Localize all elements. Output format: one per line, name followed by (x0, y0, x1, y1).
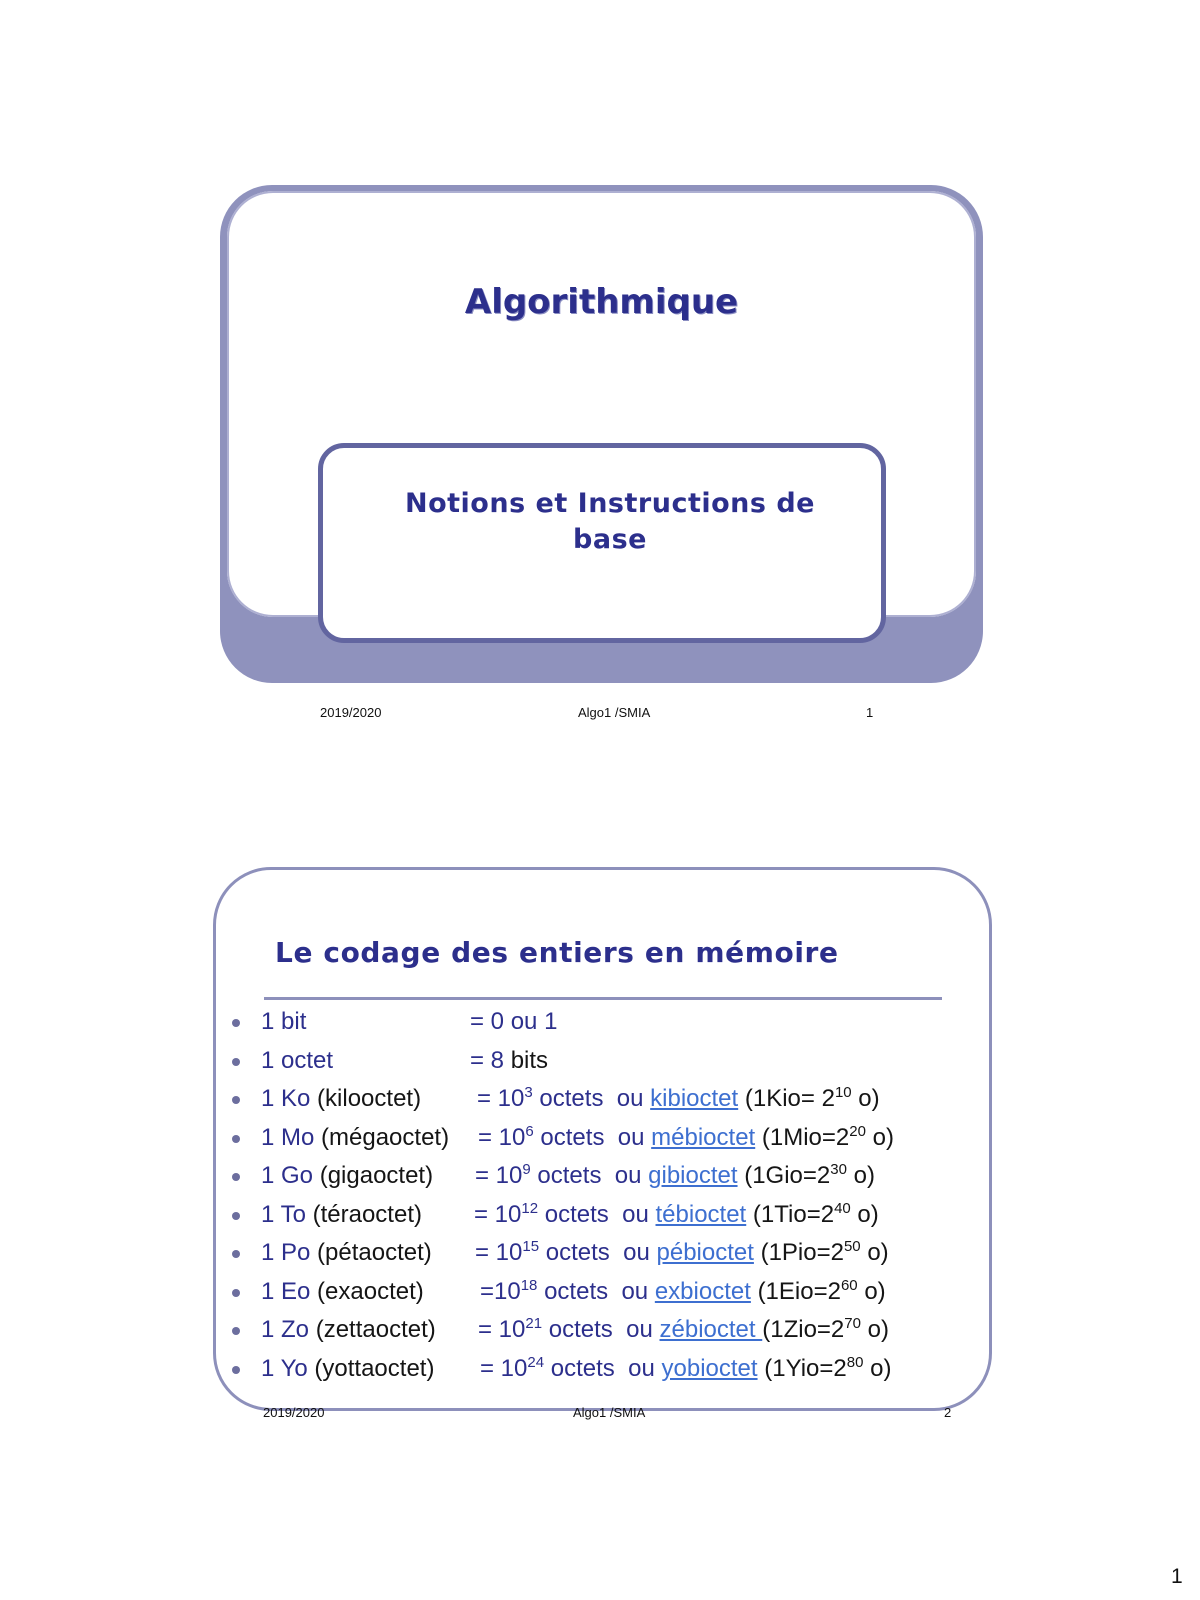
unit-ou: ou (621, 1277, 649, 1305)
unit-value: =10 (480, 1277, 521, 1305)
unit-name: (yottaoctet) (314, 1354, 435, 1382)
unit-label: 1 Ko (261, 1085, 311, 1112)
unit-name: (pétaoctet) (317, 1239, 432, 1266)
unit-exponent: 21 (525, 1315, 543, 1332)
unit-exponent: 15 (522, 1238, 540, 1255)
list-item (230, 1350, 990, 1389)
unit-exponent: 3 (524, 1084, 533, 1101)
unit-octets: octets (537, 1162, 602, 1189)
unit-octets: bits (510, 1046, 549, 1074)
binary-exponent: 40 (834, 1199, 851, 1217)
binary-unit-link[interactable]: exbioctet (654, 1277, 751, 1305)
unit-label: 1 Mo (261, 1123, 315, 1151)
binary-close: o) (864, 1277, 886, 1305)
binary-unit-link[interactable]: yobioctet (661, 1354, 758, 1382)
unit-ou: ou (617, 1123, 645, 1151)
slide-2-title: Le codage des entiers en mémoire (275, 936, 839, 969)
unit-name: (kilooctet) (317, 1085, 422, 1112)
unit-value: = 10 (480, 1354, 528, 1382)
bullet-icon (232, 1327, 240, 1335)
list-item (230, 1196, 990, 1235)
bullet-icon (232, 1366, 240, 1374)
binary-exponent: 20 (849, 1122, 866, 1140)
unit-label: 1 bit (261, 1008, 307, 1035)
binary-close: o) (853, 1162, 875, 1189)
binary-equivalence: (1Pio=2 (760, 1239, 844, 1266)
page-number: 1 (1171, 1565, 1183, 1588)
unit-exponent: 18 (520, 1276, 538, 1294)
unit-value: = 10 (475, 1162, 523, 1189)
unit-value: = 10 (477, 1085, 525, 1112)
list-item (230, 1003, 990, 1042)
slide-2-title-rule (264, 997, 942, 1000)
unit-label: 1 Po (261, 1239, 311, 1266)
unit-label: 1 Go (261, 1162, 314, 1189)
unit-octets: octets (544, 1277, 609, 1305)
units-list (230, 1003, 990, 1388)
slide-2-footer-number: 2 (944, 1405, 952, 1420)
unit-ou: ou (626, 1316, 653, 1343)
list-item (230, 1080, 990, 1119)
unit-exponent: 12 (521, 1199, 539, 1217)
slide-1-title: Algorithmique (464, 282, 739, 322)
unit-label: 1 octet (261, 1046, 334, 1074)
binary-close: o) (870, 1354, 892, 1382)
binary-equivalence: (1Gio=2 (744, 1162, 831, 1189)
slide-1-subtitle: Notions et Instructions de base (405, 488, 815, 555)
unit-value: = 10 (475, 1239, 523, 1266)
binary-equivalence: (1Kio= 2 (744, 1085, 835, 1112)
unit-label: 1 Yo (261, 1354, 308, 1382)
list-item (230, 1119, 990, 1158)
binary-exponent: 50 (843, 1238, 861, 1255)
binary-unit-link[interactable]: tébioctet (655, 1200, 747, 1228)
unit-ou: ou (623, 1239, 650, 1266)
binary-close: o) (867, 1239, 889, 1266)
binary-unit-link[interactable]: kibioctet (650, 1085, 739, 1112)
unit-label: 1 Zo (261, 1316, 310, 1343)
slide-2-footer-date: 2019/2020 (263, 1405, 325, 1420)
bullet-icon (232, 1135, 240, 1143)
binary-exponent: 30 (830, 1161, 847, 1178)
unit-octets: octets (540, 1123, 605, 1151)
bullet-icon (232, 1058, 240, 1066)
binary-unit-link[interactable]: gibioctet (648, 1162, 738, 1189)
unit-exponent: 6 (525, 1122, 534, 1140)
binary-exponent: 60 (840, 1276, 858, 1294)
binary-exponent: 10 (834, 1084, 852, 1101)
binary-close: o) (858, 1085, 880, 1112)
unit-name: (mégaoctet) (321, 1123, 450, 1151)
binary-close: o) (872, 1123, 894, 1151)
binary-equivalence: (1Zio=2 (762, 1316, 845, 1343)
unit-octets: octets (544, 1200, 609, 1228)
bullet-icon (232, 1019, 240, 1027)
binary-exponent: 80 (846, 1353, 864, 1371)
binary-unit-link[interactable]: mébioctet (651, 1123, 756, 1151)
unit-value: = 0 ou 1 (470, 1008, 558, 1035)
binary-close: o) (857, 1200, 879, 1228)
slide-1-footer-course: Algo1 /SMIA (578, 705, 651, 720)
unit-value: = 8 (470, 1046, 505, 1074)
bullet-icon (232, 1250, 240, 1258)
unit-ou: ou (622, 1200, 649, 1228)
binary-equivalence: (1Yio=2 (764, 1354, 847, 1382)
binary-equivalence: (1Tio=2 (752, 1200, 835, 1228)
unit-value: = 10 (478, 1123, 526, 1151)
unit-exponent: 9 (522, 1161, 531, 1178)
unit-octets: octets (545, 1239, 610, 1266)
binary-equivalence: (1Mio=2 (761, 1123, 850, 1151)
bullet-icon (232, 1096, 240, 1104)
list-item (230, 1234, 990, 1273)
list-item (230, 1311, 990, 1350)
unit-label: 1 To (261, 1200, 306, 1228)
unit-ou: ou (628, 1354, 655, 1382)
unit-name: (téraoctet) (312, 1200, 422, 1228)
unit-value: = 10 (478, 1316, 526, 1343)
unit-exponent: 24 (527, 1353, 545, 1371)
unit-value: = 10 (474, 1200, 522, 1228)
unit-name: (zettaoctet) (315, 1316, 436, 1343)
unit-ou: ou (614, 1162, 642, 1189)
bullet-icon (232, 1212, 240, 1220)
unit-octets: octets (539, 1085, 604, 1112)
list-item (230, 1042, 990, 1081)
binary-close: o) (867, 1316, 889, 1343)
list-item (230, 1273, 990, 1312)
slide-2-footer-course: Algo1 /SMIA (573, 1405, 646, 1420)
unit-octets: octets (550, 1354, 615, 1382)
binary-equivalence: (1Eio=2 (757, 1277, 841, 1305)
slide-1-footer-number: 1 (866, 705, 874, 720)
binary-unit-link[interactable]: pébioctet (656, 1239, 754, 1266)
binary-unit-link[interactable]: zébioctet (659, 1316, 763, 1343)
binary-exponent: 70 (844, 1315, 861, 1332)
bullet-icon (232, 1289, 240, 1297)
unit-name: (gigaoctet) (319, 1162, 434, 1189)
unit-label: 1 Eo (261, 1277, 311, 1305)
unit-ou: ou (616, 1085, 644, 1112)
list-item (230, 1157, 990, 1196)
unit-octets: octets (548, 1316, 613, 1343)
bullet-icon (232, 1173, 240, 1181)
unit-name: (exaoctet) (317, 1277, 424, 1305)
slide-1-footer-date: 2019/2020 (320, 705, 382, 720)
